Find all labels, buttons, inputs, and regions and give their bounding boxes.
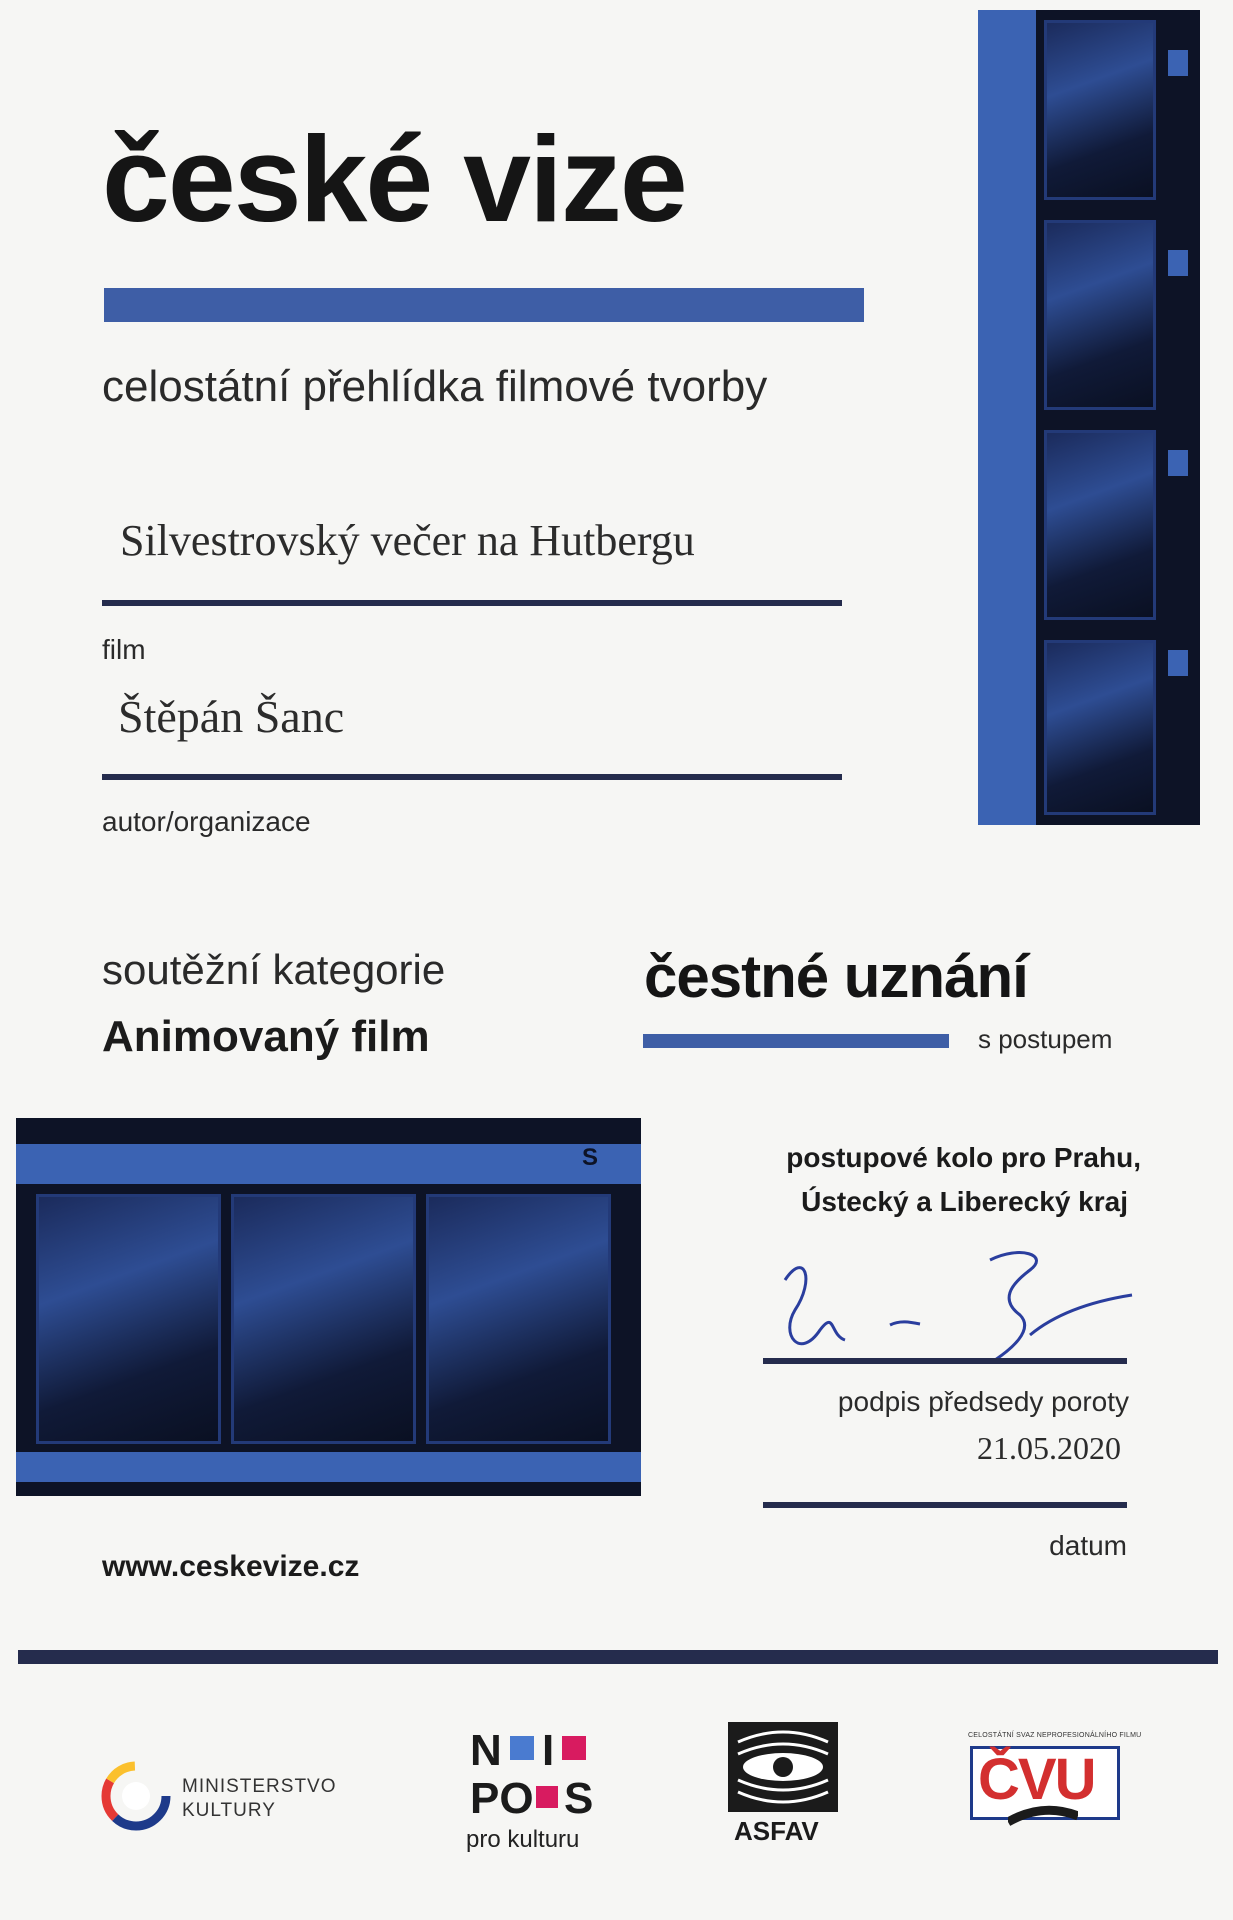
cvu-letters: ČVU [978, 1747, 1095, 1812]
nipos-square-pink-2 [536, 1786, 558, 1808]
nipos-square-blue [510, 1736, 534, 1760]
award-note: s postupem [978, 1024, 1113, 1054]
nipos-letters-po: PO [470, 1774, 534, 1823]
film-frame [231, 1194, 416, 1444]
film-strip-edge-top [16, 1144, 641, 1184]
film-title-label: film [102, 634, 146, 665]
film-frame [1044, 430, 1156, 620]
nipos-caption: pro kulturu [466, 1826, 580, 1853]
date-line [763, 1502, 1127, 1508]
cvu-film-reel-icon [1008, 1802, 1078, 1832]
author-label: autor/organizace [102, 806, 311, 837]
nipos-square-pink [562, 1736, 586, 1760]
ministry-name-line2: KULTURY [182, 1800, 276, 1821]
author-value: Štěpán Šanc [118, 691, 345, 742]
cvu-caption: CELOSTÁTNÍ SVAZ NEPROFESIONÁLNÍHO FILMU [968, 1732, 1142, 1739]
film-frame [1044, 640, 1156, 815]
date-label: datum [1049, 1530, 1127, 1561]
asfav-logo [728, 1722, 838, 1852]
category-value: Animovaný film [102, 1012, 430, 1061]
film-perforation [1168, 50, 1188, 76]
asfav-eye-icon [728, 1722, 838, 1812]
award-title: čestné uznání [644, 943, 1028, 1010]
round-line1: postupové kolo pro Prahu, [786, 1142, 1141, 1173]
film-perforation [1168, 650, 1188, 676]
website-link[interactable]: www.ceskevize.cz [102, 1550, 360, 1583]
footer-divider [18, 1650, 1218, 1664]
vertical-film-strip [978, 10, 1200, 825]
film-strip-edge-bottom [16, 1452, 641, 1482]
author-line [102, 774, 842, 780]
film-perforation [1168, 250, 1188, 276]
film-title-line [102, 600, 842, 606]
film-frame [36, 1194, 221, 1444]
asfav-name: ASFAV [734, 1816, 819, 1846]
nipos-letter-i: I [542, 1726, 555, 1775]
cvu-logo [968, 1732, 1142, 1842]
film-frame [1044, 220, 1156, 410]
film-title-value: Silvestrovský večer na Hutbergu [120, 516, 695, 565]
round-line2: Ústecký a Liberecký kraj [801, 1186, 1128, 1217]
nipos-logo [466, 1726, 616, 1856]
ministry-c-icon [98, 1758, 174, 1834]
film-strip-edge [978, 10, 1036, 825]
signature-line [763, 1358, 1127, 1364]
nipos-letter-n: N [470, 1726, 502, 1775]
category-label: soutěžní kategorie [102, 946, 446, 993]
film-frame [1044, 20, 1156, 200]
page-subtitle: celostátní přehlídka filmové tvorby [102, 362, 768, 411]
title-underline [104, 288, 864, 322]
nipos-letter-s: S [564, 1774, 594, 1823]
signature-label: podpis předsedy poroty [837, 1386, 1129, 1417]
ministry-logo [98, 1758, 358, 1838]
horizontal-film-strip [16, 1118, 641, 1496]
page-title: české vize [102, 111, 686, 247]
film-frame [426, 1194, 611, 1444]
date-value: 21.05.2020 [977, 1430, 1121, 1466]
award-underline [643, 1034, 949, 1048]
film-perforation [1168, 450, 1188, 476]
film-strip-mark: S [582, 1144, 599, 1171]
ministry-name-line1: MINISTERSTVO [182, 1776, 337, 1797]
